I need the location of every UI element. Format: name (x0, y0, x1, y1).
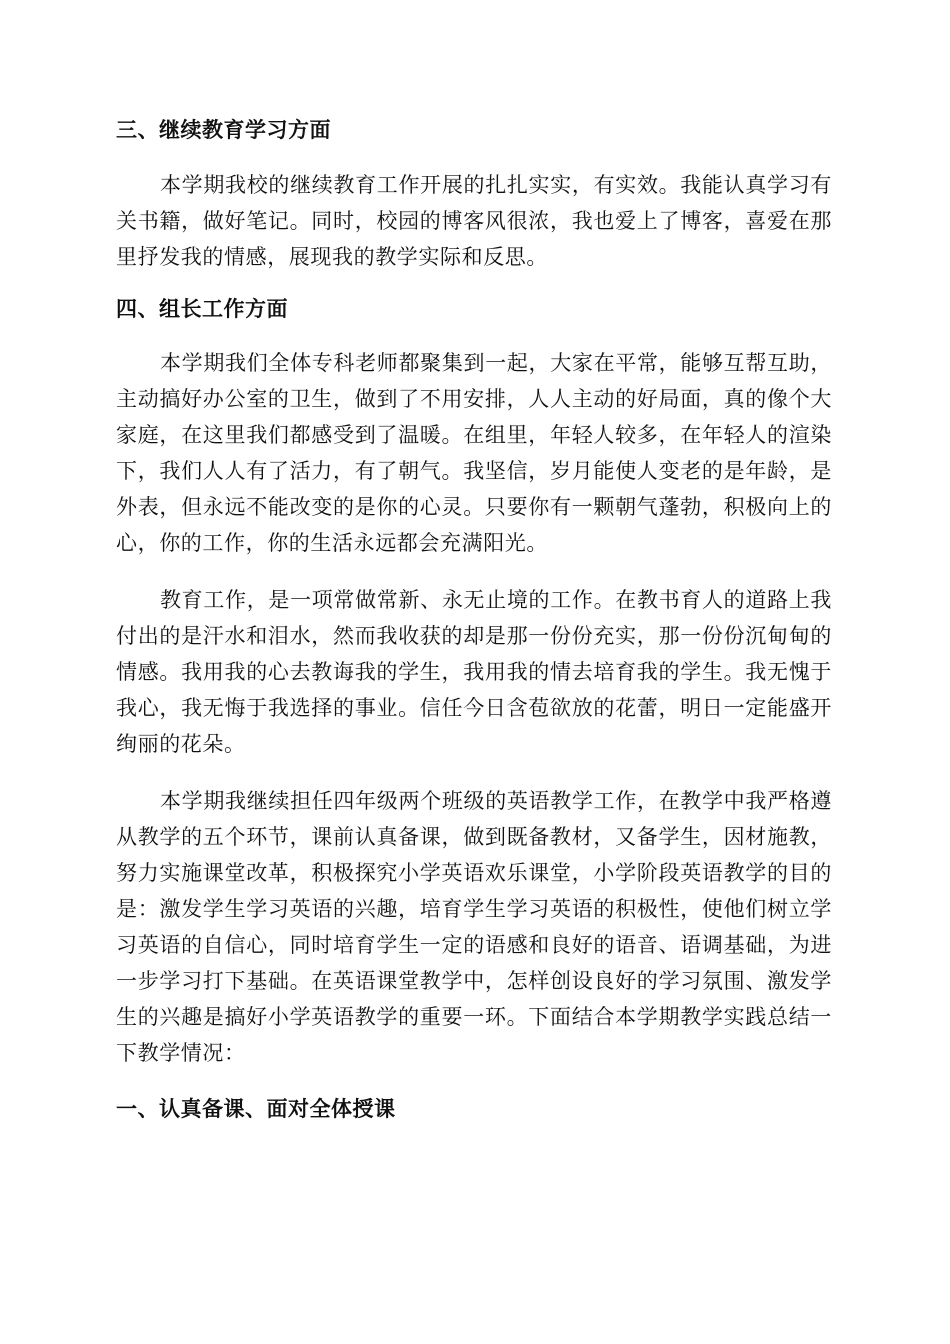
section-four-heading: 四、组长工作方面 (116, 297, 288, 321)
section-three-heading: 三、继续教育学习方面 (116, 118, 331, 142)
english-teaching-paragraph: 本学期我继续担任四年级两个班级的英语教学工作，在教学中我严格遵从教学的五个环节，课前认真备课，做到既备教材，又备学生，因材施教，努力实施课堂改革，积极探究小学英语欢乐课堂，小学阶段英语教学的目的是：激发学生学习英语的兴趣，培育学生学习英语的积极性，使他们树立学习英语的自信心，同时培育学生一定的语感和良好的语音、语调基础，为进一步学习打下基础。在英语课堂教学中，怎样创设良好的学习氛围、激发学生的兴趣是搞好小学英语教学的重要一环。下面结合本学期教学实践总结一下教学情况： (116, 789, 832, 1065)
section-four-paragraph: 本学期我们全体专科老师都聚集到一起，大家在平常，能够互帮互助，主动搞好办公室的卫生，做到了不用安排，人人主动的好局面，真的像个大家庭，在这里我们都感受到了温暖。在组里，年轻人较多，在年轻人的渲染下，我们人人有了活力，有了朝气。我坚信，岁月能使人变老的是年龄，是外表，但永远不能改变的是你的心灵。只要你有一颗朝气蓬勃，积极向上的心，你的工作，你的生活永远都会充满阳光。 (116, 351, 832, 555)
section-three-paragraph: 本学期我校的继续教育工作开展的扎扎实实，有实效。我能认真学习有关书籍，做好笔记。同时，校园的博客风很浓，我也爱上了博客，喜爱在那里抒发我的情感，展现我的教学实际和反思。 (116, 173, 832, 269)
document-body (116, 112, 832, 1127)
section-one-heading: 一、认真备课、面对全体授课 (116, 1097, 396, 1121)
education-paragraph: 教育工作，是一项常做常新、永无止境的工作。在教书育人的道路上我付出的是汗水和泪水，然而我收获的却是那一份份充实，那一份份沉甸甸的情感。我用我的心去教诲我的学生，我用我的情去培育我的学生。我无愧于我心，我无悔于我选择的事业。信任今日含苞欲放的花蕾，明日一定能盛开绚丽的花朵。 (116, 588, 832, 756)
